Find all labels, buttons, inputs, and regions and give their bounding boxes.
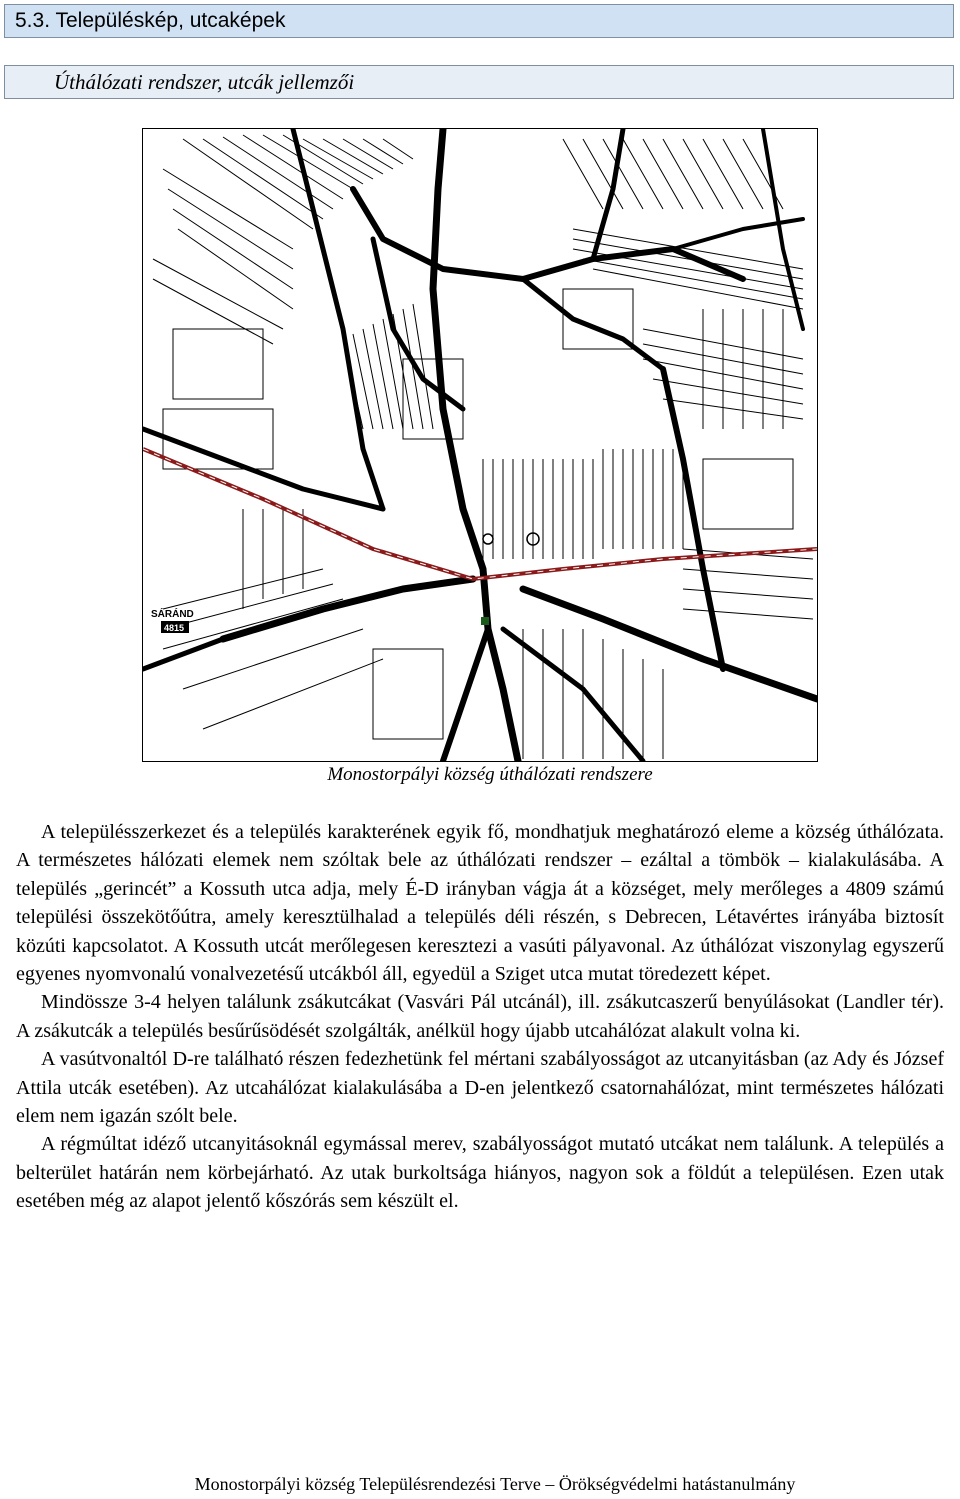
road-network-map <box>142 128 818 762</box>
sarand-road-sign <box>151 607 194 633</box>
subsection-title: Úthálózati rendszer, utcák jellemzői <box>54 70 355 94</box>
paragraph: A vasútvonaltól D-re található részen fedezhetünk fel mértani szabályosságot az utcanyitásban (az Ady és József Attila utcák esetében). Az utcahálózat kialakulásába a D-en jelentkező csatornahálózat, mint természetes hálózati elem nem igazán szólt bele. <box>16 1048 944 1128</box>
paragraph: Mindössze 3-4 helyen találunk zsákutcákat (Vasvári Pál utcánál), ill. zsákutcaszerű benyúlásokat (Landler tér). A zsákutcák a település besűrűsödését szolgálták, anélkül hogy újabb utcahálózat alakult volna ki. <box>16 991 944 1042</box>
map-drawing <box>143 129 817 761</box>
subsection-header <box>4 65 954 99</box>
page-footer: Monostorpályi község Településrendezési Terve – Örökségvédelmi hatástanulmány <box>194 1474 796 1494</box>
sarand-label: SÁRÁND <box>151 609 194 620</box>
paragraph: A településszerkezet és a település karakterének egyik fő, mondhatjuk meghatározó eleme a község úthálózata. A természetes hálózati elemek nem szóltak bele az úthálózati rendszer – ezáltal a tömbök – kialakulásába. A település „gerincét” a Kossuth utca adja, mely É-D irányban vágja át a községet, mely merőleges a 4809 számú települési összekötőútra, amely keresztülhalad a település déli részén, s Debrecen, Létavértes irányába biztosít közúti kapcsolatot. A Kossuth utcát merőlegesen keresztezi a vasúti pályavonal. Az úthálózat viszonylag egyszerű egyenes nyomvonalú vonalvezetésű utcákból áll, egyedül a Sziget utca mutat töredezett képet. <box>16 821 944 986</box>
body-text <box>16 818 944 1216</box>
section-title: 5.3. Településkép, utcaképek <box>15 9 286 32</box>
section-header <box>4 4 954 38</box>
sarand-road-number: 4815 <box>164 623 185 633</box>
figure-caption: Monostorpályi község úthálózati rendszere <box>327 764 653 785</box>
main-roads <box>143 129 817 761</box>
paragraph: A régmúltat idéző utcanyitásoknál egymással merev, szabályosságot mutató utcákat nem találunk. A település a belterület határán nem körbejárható. Az utak burkoltsága hiányos, nagyon sok a földút a településen. Ezen utak esetében még az alapot jelentő kőszórás sem készült el. <box>16 1133 944 1213</box>
